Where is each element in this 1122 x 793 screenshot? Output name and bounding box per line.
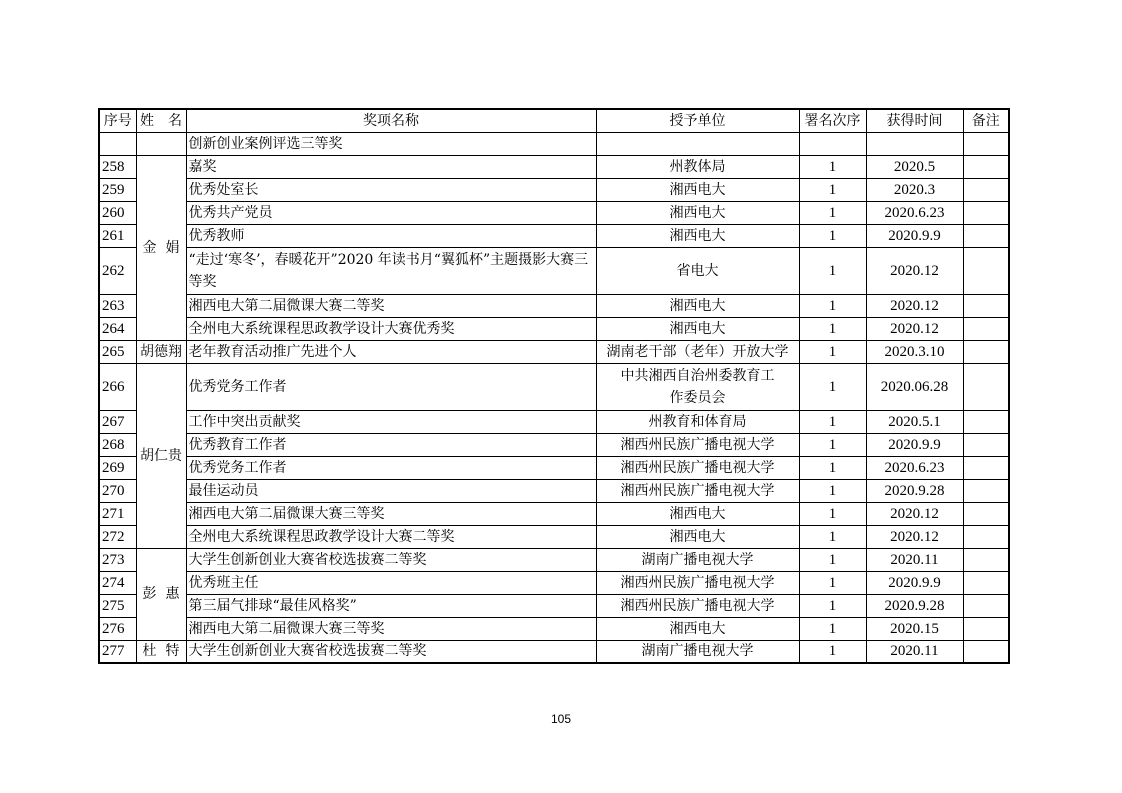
table-row [99,433,1009,456]
row-rank: 1 [799,317,866,340]
table-row [99,548,1009,571]
row-org: 湘西州民族广播电视大学 [596,456,799,479]
row-org: 湘西电大 [596,224,799,247]
row-award: 大学生创新创业大赛省校选拔赛二等奖 [186,640,596,663]
row-note [963,317,1009,340]
row-time: 2020.12 [866,525,963,548]
table-row [99,340,1009,363]
col-header-no: 序号 [99,109,136,132]
row-time [866,132,963,155]
table-row [99,525,1009,548]
row-note [963,433,1009,456]
row-no: 268 [99,433,136,456]
row-rank: 1 [799,525,866,548]
row-award: 大学生创新创业大赛省校选拔赛二等奖 [186,548,596,571]
row-time: 2020.9.9 [866,571,963,594]
row-no: 261 [99,224,136,247]
table-row [99,247,1009,294]
row-name [136,132,186,155]
row-no: 265 [99,340,136,363]
row-note [963,594,1009,617]
row-no: 260 [99,201,136,224]
row-note [963,294,1009,317]
row-org: 州教育和体育局 [596,410,799,433]
row-award: 优秀处室长 [186,178,596,201]
row-award: 优秀教师 [186,224,596,247]
row-rank: 1 [799,410,866,433]
row-note [963,479,1009,502]
table-row [99,224,1009,247]
row-award: 湘西电大第二届微课大赛三等奖 [186,617,596,640]
table-row [99,410,1009,433]
row-time: 2020.5 [866,155,963,178]
row-award: 优秀共产党员 [186,201,596,224]
row-name-merged-peng [136,548,186,640]
row-rank: 1 [799,617,866,640]
row-rank: 1 [799,502,866,525]
row-no: 271 [99,502,136,525]
row-award: 嘉奖 [186,155,596,178]
row-no: 259 [99,178,136,201]
row-rank: 1 [799,340,866,363]
row-time: 2020.9.28 [866,479,963,502]
col-header-rank: 署名次序 [799,109,866,132]
row-note [963,155,1009,178]
row-org [596,132,799,155]
col-header-award: 奖项名称 [186,109,596,132]
row-org: 湘西电大 [596,317,799,340]
awards-table [98,108,1010,664]
row-time: 2020.12 [866,502,963,525]
row-time: 2020.5.1 [866,410,963,433]
row-award: 全州电大系统课程思政教学设计大赛优秀奖 [186,317,596,340]
row-time: 2020.12 [866,294,963,317]
row-org: 湘西电大 [596,201,799,224]
col-header-name: 姓 名 [136,109,186,132]
name-char: 娟 [165,239,180,256]
row-time: 2020.9.28 [866,594,963,617]
table-row [99,155,1009,178]
row-rank: 1 [799,640,866,663]
row-time: 2020.6.23 [866,201,963,224]
row-award: “走过‘寒冬’，春暖花开”2020 年读书月“翼狐杯”主题摄影大赛三等奖 [186,247,596,294]
row-rank: 1 [799,479,866,502]
col-header-note: 备注 [963,109,1009,132]
row-rank: 1 [799,363,866,410]
row-note [963,340,1009,363]
row-rank: 1 [799,571,866,594]
table-row [99,363,1009,410]
row-org: 湘西电大 [596,617,799,640]
row-rank: 1 [799,294,866,317]
row-no: 273 [99,548,136,571]
row-time: 2020.11 [866,548,963,571]
row-note [963,363,1009,410]
row-note [963,640,1009,663]
row-time: 2020.9.9 [866,224,963,247]
row-rank: 1 [799,548,866,571]
row-time: 2020.15 [866,617,963,640]
table-row [99,594,1009,617]
row-no: 272 [99,525,136,548]
row-no: 264 [99,317,136,340]
row-no: 274 [99,571,136,594]
row-note [963,224,1009,247]
col-header-org: 授予单位 [596,109,799,132]
row-org: 湘西电大 [596,178,799,201]
table-row [99,479,1009,502]
row-time: 2020.06.28 [866,363,963,410]
row-no: 263 [99,294,136,317]
row-note [963,410,1009,433]
row-award: 优秀党务工作者 [186,456,596,479]
row-org: 湘西州民族广播电视大学 [596,594,799,617]
col-header-time: 获得时间 [866,109,963,132]
row-org: 省电大 [596,247,799,294]
row-rank: 1 [799,594,866,617]
row-award: 优秀班主任 [186,571,596,594]
row-no [99,132,136,155]
row-rank: 1 [799,201,866,224]
row-no: 276 [99,617,136,640]
row-note [963,571,1009,594]
row-no: 262 [99,247,136,294]
row-time: 2020.3 [866,178,963,201]
row-note [963,456,1009,479]
row-award: 优秀教育工作者 [186,433,596,456]
row-award: 创新创业案例评选三等奖 [186,132,596,155]
row-rank: 1 [799,433,866,456]
table-row [99,640,1009,663]
row-no: 270 [99,479,136,502]
row-no: 277 [99,640,136,663]
row-no: 275 [99,594,136,617]
row-rank: 1 [799,155,866,178]
row-award: 老年教育活动推广先进个人 [186,340,596,363]
row-org: 州教体局 [596,155,799,178]
row-time: 2020.3.10 [866,340,963,363]
table-row [99,294,1009,317]
name-char: 彭 [142,586,157,602]
row-org: 湘西州民族广播电视大学 [596,571,799,594]
row-org: 湖南老干部（老年）开放大学 [596,340,799,363]
table-row [99,571,1009,594]
row-rank: 1 [799,178,866,201]
row-time: 2020.11 [866,640,963,663]
name-char: 杜 [142,643,157,660]
row-org: 湖南广播电视大学 [596,640,799,663]
row-name-merged-hu-rengui: 胡仁贵 [136,363,186,548]
row-note [963,502,1009,525]
row-org: 湘西州民族广播电视大学 [596,479,799,502]
page-number: 105 [550,712,572,726]
table-row [99,617,1009,640]
row-org: 湘西电大 [596,294,799,317]
row-org: 湘西电大 [596,525,799,548]
row-award: 最佳运动员 [186,479,596,502]
table-row [99,317,1009,340]
row-time: 2020.12 [866,317,963,340]
row-rank [799,132,866,155]
table-row [99,502,1009,525]
row-rank: 1 [799,247,866,294]
row-rank: 1 [799,456,866,479]
table-row [99,132,1009,155]
table-row [99,456,1009,479]
row-time: 2020.12 [866,247,963,294]
row-note [963,247,1009,294]
row-name-merged-jin [136,155,186,340]
name-char: 惠 [165,586,180,602]
row-rank: 1 [799,224,866,247]
row-award: 优秀党务工作者 [186,363,596,410]
row-org: 湘西州民族广播电视大学 [596,433,799,456]
row-note [963,525,1009,548]
row-no: 258 [99,155,136,178]
row-award: 湘西电大第二届微课大赛三等奖 [186,502,596,525]
row-note [963,548,1009,571]
row-no: 267 [99,410,136,433]
row-note [963,178,1009,201]
row-name: 胡德翔 [136,340,186,363]
row-org: 湖南广播电视大学 [596,548,799,571]
row-note [963,201,1009,224]
row-org: 中共湘西自治州委教育工作委员会 [596,363,799,410]
name-char: 金 [142,239,157,256]
row-time: 2020.6.23 [866,456,963,479]
row-no: 269 [99,456,136,479]
name-char: 特 [165,643,180,660]
row-award: 工作中突出贡献奖 [186,410,596,433]
table-header-row [99,109,1009,132]
table-row [99,178,1009,201]
row-note [963,617,1009,640]
table-row [99,201,1009,224]
row-award: 湘西电大第二届微课大赛二等奖 [186,294,596,317]
row-name [136,640,186,663]
row-award: 全州电大系统课程思政教学设计大赛二等奖 [186,525,596,548]
row-time: 2020.9.9 [866,433,963,456]
row-note [963,132,1009,155]
row-award: 第三届气排球“最佳风格奖” [186,594,596,617]
row-no: 266 [99,363,136,410]
row-org: 湘西电大 [596,502,799,525]
